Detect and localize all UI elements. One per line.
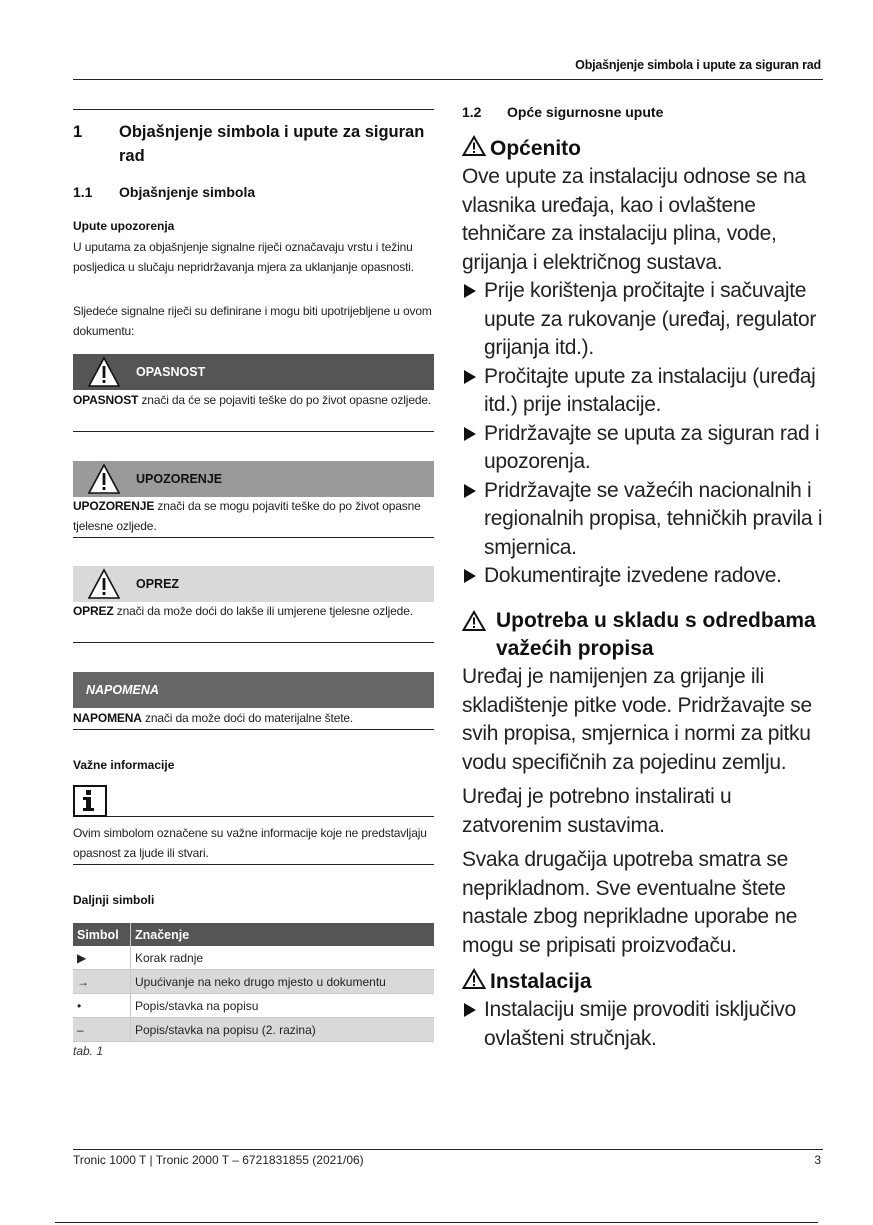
list-item [462, 420, 827, 477]
notice-description: znači da može doći do materijalne štete. [141, 711, 354, 725]
warnings-heading: Upute upozorenja [73, 219, 175, 233]
list-item-text: Pridržavajte se važećih nacionalnih i regionalnih propisa, tehničkih pravila i smjernica. [484, 478, 823, 559]
section-title: Objašnjenje simbola [119, 184, 256, 200]
step-arrow-icon [464, 569, 476, 583]
info-icon [73, 785, 107, 817]
danger-term: OPASNOST [73, 393, 139, 407]
danger-description: znači da će se pojaviti teške do po život opasne ozljede. [138, 393, 432, 407]
section-title: Opće sigurnosne upute [507, 104, 664, 120]
table-row [73, 1018, 434, 1042]
notice-bar [73, 672, 434, 708]
section-number: 1 [73, 123, 83, 141]
meaning-cell: Korak radnje [131, 946, 435, 970]
general-text: Ove upute za instalaciju odnose se na vlasnika uređaja, kao i ovlaštene tehničare za instalaciju plina, vode, grijanja i električnog sustava. [462, 165, 806, 274]
header-rule [73, 79, 823, 80]
notice-label: NAPOMENA [86, 683, 159, 697]
installation-heading-text: Instalacija [490, 970, 592, 993]
info-rule [107, 816, 434, 817]
divider [73, 537, 434, 538]
intended-use-p1: Uređaj je namijenjen za grijanje ili skladištenje pitke vode. Pridržavajte se svih propisa, smjernica i normi za pitku vodu specifičnih za pojedinu zemlju. [462, 665, 812, 774]
list-item-text: Pridržavajte se uputa za siguran rad i upozorenja. [484, 421, 820, 473]
symbol-cell: – [73, 1018, 131, 1042]
warnings-intro-p2: Sljedeće signalne riječi su definirane i mogu biti upotrijebljene u ovom dokumentu: [73, 304, 432, 338]
section-number: 1.2 [462, 104, 482, 120]
general-heading-text: Općenito [490, 137, 582, 160]
list-item-text: Instalaciju smije provoditi isključivo ovlašteni stručnjak. [484, 998, 796, 1050]
list-item [462, 363, 827, 420]
warning-triangle-icon [87, 463, 121, 495]
caution-bar [73, 566, 434, 602]
list-item-text: Dokumentirajte izvedene radove. [484, 564, 782, 587]
caution-term: OPREZ [73, 604, 114, 618]
step-arrow-icon [464, 1003, 476, 1017]
column-header: Značenje [131, 923, 435, 946]
divider [73, 642, 434, 643]
bottom-rule [55, 1222, 818, 1223]
list-item-text: Pročitajte upute za instalaciju (uređaj itd.) prije instalacije. [484, 364, 816, 416]
warning-description: znači da se mogu pojaviti teške do po život opasne tjelesne ozljede. [73, 499, 421, 533]
important-heading: Važne informacije [73, 758, 175, 772]
other-symbols-heading: Daljnji simboli [73, 893, 155, 907]
intended-use-heading [462, 607, 827, 663]
footer-rule [73, 1149, 823, 1150]
step-arrow-icon [464, 427, 476, 441]
meaning-cell: Popis/stavka na popisu (2. razina) [131, 1018, 435, 1042]
table-header-row [73, 923, 434, 946]
installation-heading [462, 968, 827, 996]
warning-triangle-icon [87, 568, 121, 600]
running-header: Objašnjenje simbola i upute za siguran rad [575, 58, 821, 72]
table-row [73, 946, 434, 970]
warning-label: UPOZORENJE [136, 472, 223, 486]
section-title: Objašnjenje simbola i upute za siguran rad [119, 123, 425, 165]
symbol-cell: → [73, 970, 131, 994]
step-arrow-icon [464, 370, 476, 384]
warnings-intro-p1: U uputama za objašnjenje signalne riječi označavaju vrstu i težinu posljedica u slučaju nepridržavanja mjera za uklanjanje opasnosti. [73, 240, 414, 274]
page-number: 3 [814, 1153, 821, 1167]
general-block [462, 135, 827, 591]
general-heading [462, 135, 827, 163]
danger-bar [73, 354, 434, 390]
warning-term: UPOZORENJE [73, 499, 155, 513]
footer-text: Tronic 1000 T | Tronic 2000 T – 6721831855 (2021/06) [73, 1153, 364, 1167]
step-arrow-icon [464, 484, 476, 498]
list-item [462, 562, 827, 591]
list-item [462, 996, 827, 1053]
column-header: Simbol [73, 923, 131, 946]
intended-use-block [462, 607, 827, 960]
notice-term: NAPOMENA [73, 711, 142, 725]
info-glyph [75, 787, 105, 815]
section-number: 1.1 [73, 184, 93, 200]
intended-use-p3: Svaka drugačija upotreba smatra se neprikladnom. Sve eventualne štete nastale zbog neprikladne uporabe ne mogu se pripisati proizvođaču. [462, 848, 798, 957]
warning-triangle-icon [462, 135, 486, 157]
caution-label: OPREZ [136, 577, 180, 591]
warning-triangle-icon [462, 610, 486, 632]
list-item-text: Prije korištenja pročitajte i sačuvajte upute za rukovanje (uređaj, regulator grijanja itd.). [484, 279, 817, 359]
danger-text [73, 390, 434, 410]
list-item [462, 277, 827, 363]
warning-triangle-icon [462, 968, 486, 990]
meaning-cell: Upućivanje na neko drugo mjesto u dokumentu [131, 970, 435, 994]
intended-use-heading-text: Upotreba u skladu s odredbama važećih propisa [496, 609, 816, 660]
caution-description: znači da može doći do lakše ili umjerene tjelesne ozljede. [113, 604, 413, 618]
warning-triangle-icon [87, 356, 121, 388]
table-caption: tab. 1 [73, 1044, 104, 1058]
list-item [462, 477, 827, 563]
meaning-cell: Popis/stavka na popisu [131, 994, 435, 1018]
caution-text [73, 601, 434, 621]
divider [73, 431, 434, 432]
divider [73, 729, 434, 730]
section-1-2-heading [462, 104, 827, 124]
divider [73, 864, 434, 865]
symbols-table [73, 923, 434, 1042]
intended-use-p2: Uređaj je potrebno instalirati u zatvorenim sustavima. [462, 785, 732, 837]
warning-bar [73, 461, 434, 497]
section-rule [73, 109, 434, 110]
notice-text [73, 708, 434, 728]
warning-text [73, 496, 434, 536]
table-row [73, 994, 434, 1018]
symbol-cell: ▶ [73, 946, 131, 970]
installation-block [462, 968, 827, 1053]
important-text: Ovim simbolom označene su važne informacije koje ne predstavljaju opasnost za ljude ili stvari. [73, 826, 427, 860]
step-arrow-icon [464, 284, 476, 298]
symbol-cell: • [73, 994, 131, 1018]
section-1-1-heading [73, 184, 434, 204]
danger-label: OPASNOST [136, 365, 206, 379]
table-row [73, 970, 434, 994]
